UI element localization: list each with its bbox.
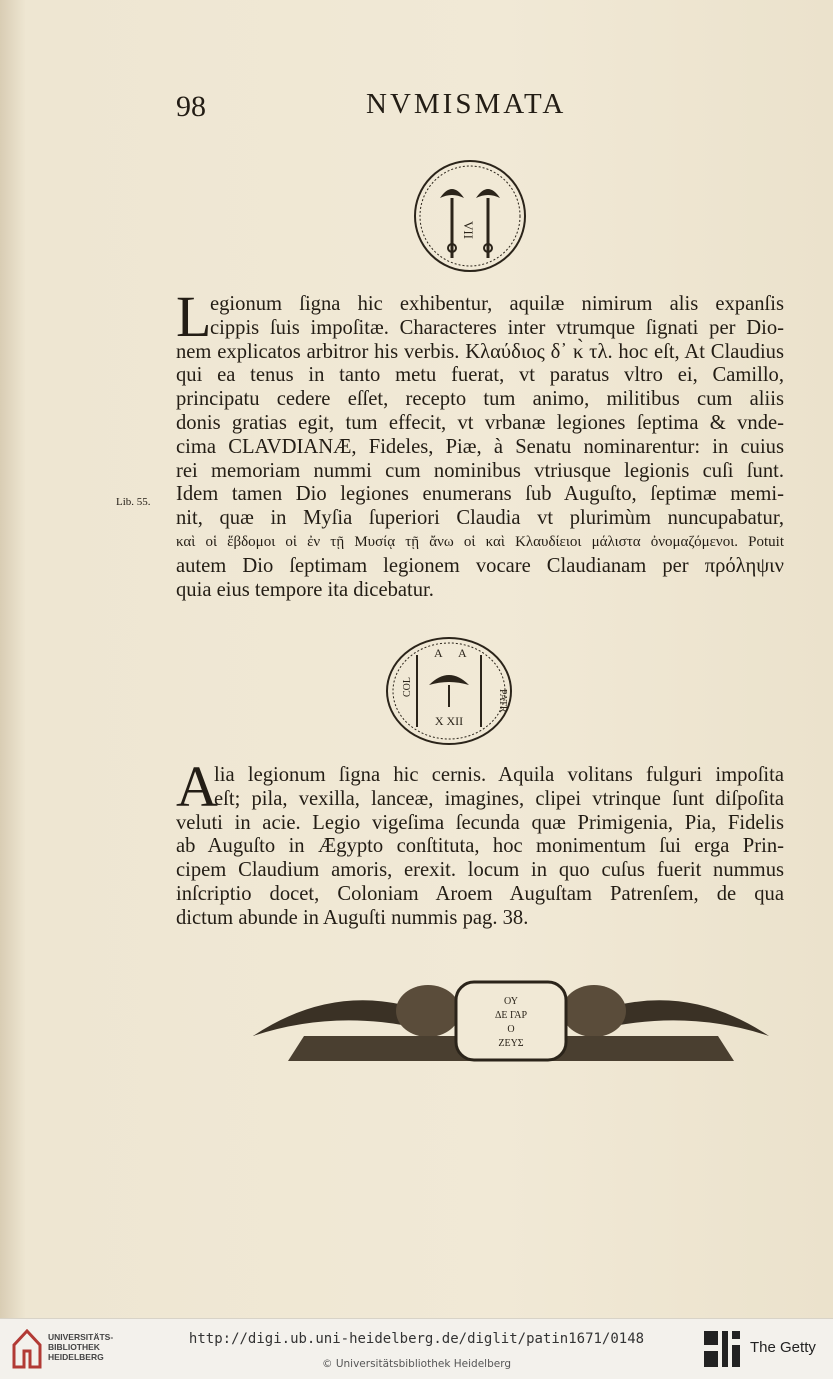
coin-engraving-legion-vii xyxy=(412,158,528,274)
coin-vii-legend: VII xyxy=(461,220,476,240)
coin-xxii-top-left: A xyxy=(434,646,443,660)
paragraph-1-greek-line: καὶ οἱ ἕβδομοι οἱ ἐν τῇ Μυσίᾳ τῇ ἄνω οἱ καὶ Κλαυδίειοι μάλιστα ὀνομαζόμενοι. Potuit xyxy=(176,533,784,550)
paragraph-1-line: rei memoriam nummi cum nominibus vtriusque legionis cuſi ſunt. xyxy=(176,459,784,482)
paragraph-2-line: ab Auguſto in Ægypto conſtituta, hoc monimentum ſui erga Prin- xyxy=(176,835,784,858)
lion-vignette-drawing xyxy=(248,966,774,1072)
lion-vignette xyxy=(248,966,774,1072)
paragraph-2 xyxy=(176,754,784,931)
source-url[interactable]: http://digi.ub.uni-heidelberg.de/diglit/patin1671/0148 xyxy=(188,1331,645,1347)
vignette-inscription-line: ΟΥ xyxy=(504,996,518,1007)
university-library-wordmark: UNIVERSITÄTS- BIBLIOTHEK HEIDELBERG xyxy=(48,1332,114,1362)
getty-wordmark: The Getty xyxy=(750,1339,816,1356)
coin-vii-drawing xyxy=(412,158,528,274)
vignette-inscription-line: ΖΕΥΣ xyxy=(498,1038,524,1049)
paragraph-1-line: quia eius tempore ita dicebatur. xyxy=(176,578,434,601)
paragraph-1-line: cima CLAVDIANÆ, Fideles, Piæ, à Senatu nominarentur: in cuius xyxy=(176,435,784,458)
coin-engraving-legion-xxii xyxy=(384,635,514,747)
paragraph-1-line: principatu cedere eſſet, recepto tum animo, militibus cum aliis xyxy=(176,388,784,411)
dropcap-l: L xyxy=(176,284,212,349)
coin-xxii-left-legend: COL xyxy=(402,677,413,697)
paragraph-1-line: egionum ſigna hic exhibentur, aquilæ nimirum alis expanſis xyxy=(210,293,784,315)
running-title: NVMISMATA xyxy=(366,88,567,120)
paragraph-1-line: nem explicatos arbitror his verbis. Κλαύδιος δ᾽ κ̀ τλ. hoc eſt, At Claudius xyxy=(176,340,784,363)
page-number: 98 xyxy=(176,90,206,123)
paragraph-1-line: cippis ſuis impoſitæ. Characteres inter vtrumque ſignati per Dio- xyxy=(210,316,784,339)
coin-xxii-drawing xyxy=(384,635,514,747)
coin-xxii-right-legend: PATR xyxy=(497,689,508,713)
paragraph-2-line: cipem Claudium amoris, erexit. locum in quo cuſus fuerit nummus xyxy=(176,859,784,882)
paragraph-2-line: eſt; pila, vexilla, lanceæ, imagines, clipei vtrinque ſunt diſpoſita xyxy=(214,787,784,810)
paragraph-1-line: Idem tamen Dio legiones enumerans ſub Auguſto, ſeptimæ memi- xyxy=(176,483,784,506)
dropcap-a: A xyxy=(176,754,218,819)
copyright-notice: © Universitätsbibliothek Heidelberg xyxy=(321,1358,511,1370)
paragraph-1-line: autem Dio ſeptimam legionem vocare Claudianam per πρόληψιν xyxy=(176,554,784,577)
margin-note-lib-55: Lib. 55. xyxy=(116,496,151,508)
paragraph-1-line: donis gratias egit, tum effecit, vt vrbanæ legiones ſeptima & vnde- xyxy=(176,411,784,434)
viewer-footer xyxy=(0,1318,833,1379)
paragraph-1-line: qui ea tenus in tanto metu fuerat, vt paratus vltro ei, Camillo, xyxy=(176,364,784,387)
paragraph-1-line: nit, quæ in Myſia ſuperiori Claudia vt plurimùm nuncupabatur, xyxy=(176,507,784,530)
vignette-inscription-line: Ο xyxy=(507,1024,515,1035)
coin-xxii-top-right: A xyxy=(458,646,467,660)
vignette-inscription-line: ΔΕ ΓΑΡ xyxy=(494,1010,528,1021)
paragraph-2-line: inſcriptio docet, Coloniam Aroem Auguſtam Patrenſem, de qua xyxy=(176,882,784,905)
paragraph-2-line: veluti in acie. Legio vigeſima ſecunda quæ Primigenia, Pia, Fidelis xyxy=(176,811,784,834)
paragraph-2-line: lia legionum ſigna hic cernis. Aquila volitans fulguri impoſita xyxy=(214,764,784,786)
paragraph-2-line: dictum abunde in Auguſti nummis pag. 38. xyxy=(176,906,529,929)
paragraph-1 xyxy=(176,284,784,602)
getty-logo-icon xyxy=(702,1329,742,1369)
coin-xxii-bottom: X XII xyxy=(434,714,464,728)
